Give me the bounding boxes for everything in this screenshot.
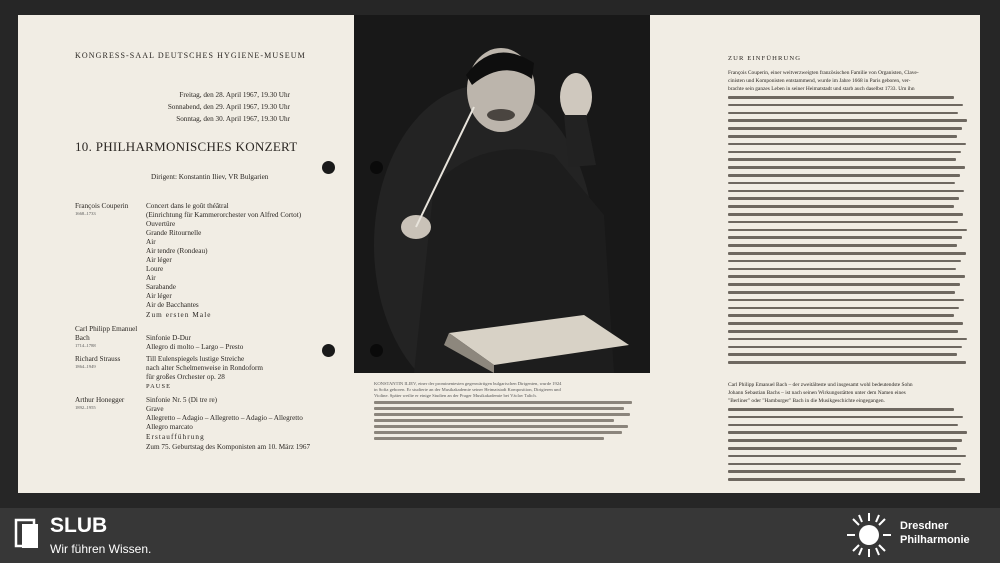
body-text-line (728, 268, 956, 271)
years-honegger: 1892–1955 (75, 405, 96, 410)
intro-line-3: brachte sein ganzes Leben in seiner Heimatstadt und starb auch daselbst 1733. Um ihn (728, 86, 915, 92)
title-bach: Sinfonie D-Dur (146, 334, 191, 342)
body-text-line (728, 338, 967, 341)
movement: Loure (146, 265, 164, 273)
composer-couperin: François Couperin (75, 202, 129, 210)
intro-line-2: cinisten und Komponisten entstammend, wurde im Jahre 1668 in Paris geboren, ver- (728, 78, 911, 84)
movement: Air léger (146, 292, 172, 300)
line-strauss-1: nach alter Schelmenweise in Rondoform (146, 364, 263, 372)
punch-hole (370, 161, 383, 174)
movement: Ouvertüre (146, 220, 176, 228)
composer-bach-1: Carl Philipp Emanuel (75, 325, 138, 333)
body-text-line (728, 221, 958, 224)
slub-logo-icon (14, 518, 42, 550)
body-text-line (728, 307, 959, 310)
body-text-line (728, 127, 962, 130)
body-text-line (728, 244, 957, 247)
body-text-line (728, 174, 960, 177)
body-text-line (728, 229, 967, 232)
body-text-line (728, 314, 954, 317)
body-text-line (728, 455, 966, 458)
pause: PAUSE (146, 383, 172, 390)
movement: Grave (146, 405, 164, 413)
body-text-line (728, 447, 957, 450)
movement: Air léger (146, 256, 172, 264)
body-text-line (728, 197, 959, 200)
body-text-line (728, 119, 967, 122)
body-text-line (728, 291, 955, 294)
photo-panel (354, 15, 650, 493)
body-text-line (728, 322, 963, 325)
body-text-line (728, 431, 967, 434)
body-text-line (728, 252, 966, 255)
body-text-line (728, 416, 963, 419)
intro2-line-2: Johann Sebastian Bachs – ist nach seinen Wirkungsstätten unter dem Namen eines (728, 390, 906, 396)
footer-partner-1: Dresdner (900, 520, 949, 532)
body-text-line (728, 478, 965, 481)
movement: Allegro marcato (146, 423, 193, 431)
movement: Air de Bacchantes (146, 301, 199, 309)
body-text-line (728, 470, 956, 473)
body-text-line (728, 353, 957, 356)
movements-bach: Allegro di molto – Largo – Presto (146, 343, 244, 351)
conductor-photo (354, 15, 650, 373)
body-text-line (728, 104, 963, 107)
subtitle-couperin: (Einrichtung für Kammerorchester von Alfred Cortot) (146, 211, 302, 219)
venue: KONGRESS-SAAL DEUTSCHES HYGIENE-MUSEUM (75, 51, 306, 60)
intro2-line-3: "Berliner" oder "Hamburger" Bach in die Musikgeschichte eingegangen. (728, 398, 885, 404)
intro-heading: ZUR EINFÜHRUNG (728, 55, 802, 62)
body-text-line (728, 283, 960, 286)
movement: Grande Ritournelle (146, 229, 202, 237)
note-honegger: Erstaufführung (146, 433, 205, 441)
body-text-line (728, 299, 964, 302)
footer-brand: SLUB (50, 514, 108, 537)
body-text-line (728, 424, 958, 427)
body-text-line (728, 166, 965, 169)
movement: Air (146, 238, 156, 246)
body-text-line (728, 158, 956, 161)
body-text-line (728, 213, 963, 216)
composer-honegger: Arthur Honegger (75, 396, 125, 404)
conductor-line: Dirigent: Konstantin Iliev, VR Bulgarien (151, 173, 269, 181)
movement: Air tendre (Rondeau) (146, 247, 208, 255)
program-page (18, 15, 354, 493)
body-text-line (728, 275, 965, 278)
body-text-line (728, 330, 958, 333)
caption-line-1: KONSTANTIN ILIEV, einer der prominentesten gegenwärtigen bulgarischen Dirigenten, wurde 1924 (374, 381, 562, 386)
title-honegger: Sinfonie Nr. 5 (Di tre re) (146, 396, 218, 404)
body-text-line (728, 236, 962, 239)
body-text-line (728, 205, 954, 208)
movement: Allegretto – Adagio – Allegretto – Adagio – Allegretto (146, 414, 303, 422)
body-text-line (728, 346, 962, 349)
intro-line-1: François Couperin, einer weitverzweigten französischen Familie von Organisten, Clave- (728, 70, 919, 76)
dedication-honegger: Zum 75. Geburtstag des Komponisten am 10. März 1967 (146, 443, 311, 451)
body-text-line (728, 408, 954, 411)
caption-line-3: Violine. Später weilte er einige Studien an der Prager Musikakademie bei Václav Talich. (374, 393, 537, 398)
body-text-line (728, 96, 954, 99)
date-3: Sonntag, den 30. April 1967, 19.30 Uhr (176, 115, 290, 123)
intro2-line-1: Carl Philipp Emanuel Bach – der zweitälteste und insgesamt wohl bedeutendste Sohn (728, 382, 913, 388)
body-text-line (728, 143, 966, 146)
body-text-line (728, 135, 957, 138)
body-text-line (728, 190, 964, 193)
date-1: Freitag, den 28. April 1967, 19.30 Uhr (179, 91, 290, 99)
footer-partner-2: Philharmonie (900, 534, 970, 546)
years-bach: 1714–1788 (75, 343, 96, 348)
title-couperin: Concert dans le goût théâtral (146, 202, 229, 210)
body-text-line (728, 151, 961, 154)
philharmonie-logo-icon (845, 511, 893, 559)
body-text-line (728, 182, 955, 185)
body-text-line (728, 439, 962, 442)
date-2: Sonnabend, den 29. April 1967, 19.30 Uhr (167, 103, 290, 111)
line-strauss-2: für großes Orchester op. 28 (146, 373, 225, 381)
body-text-line (728, 260, 961, 263)
concert-title: 10. PHILHARMONISCHES KONZERT (75, 139, 298, 154)
footer-tagline: Wir führen Wissen. (50, 542, 152, 556)
body-text-line (728, 112, 958, 115)
footer-bar (0, 508, 1000, 563)
years-couperin: 1668–1733 (75, 211, 96, 216)
body-text-line (728, 361, 966, 364)
body-text-line (728, 463, 961, 466)
movement: Sarabande (146, 283, 176, 291)
composer-bach-2: Bach (75, 334, 90, 342)
caption-line-2: in Sofia geboren. Er studierte an der Musikakademie seiner Heimatstadt Komposition, Dirigieren und (374, 387, 561, 392)
title-strauss: Till Eulenspiegels lustige Streiche (146, 355, 245, 363)
composer-strauss: Richard Strauss (75, 355, 121, 363)
intro-page (650, 15, 980, 493)
years-strauss: 1864–1949 (75, 364, 96, 369)
punch-hole (322, 344, 335, 357)
movement: Air (146, 274, 156, 282)
punch-hole (370, 344, 383, 357)
punch-hole (322, 161, 335, 174)
note-couperin: Zum ersten Male (146, 311, 212, 319)
